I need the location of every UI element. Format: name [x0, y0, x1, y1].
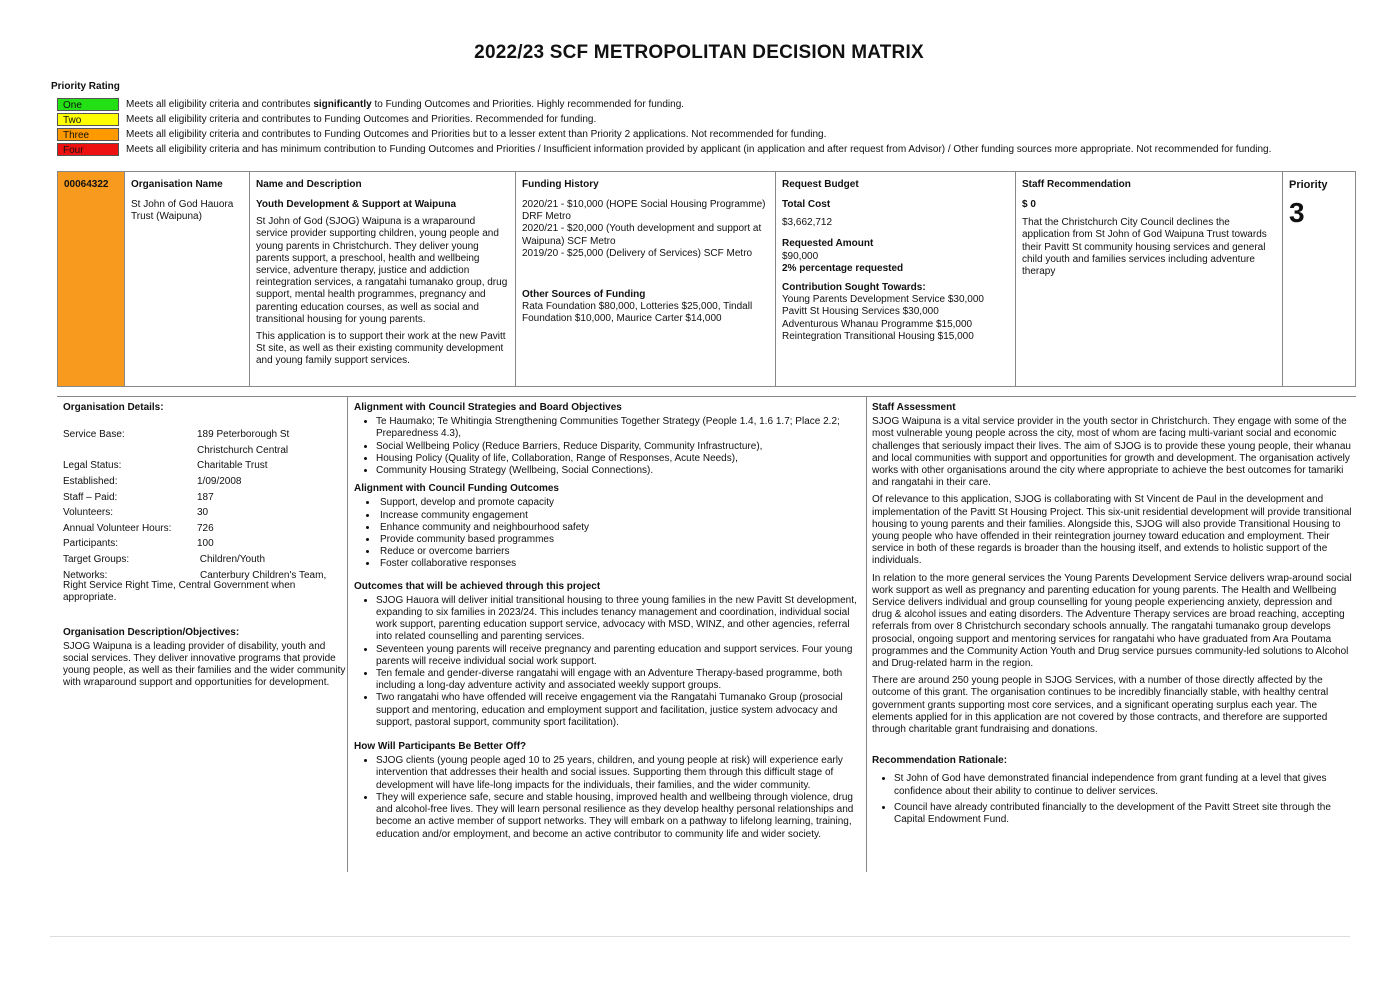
- project-title: Youth Development & Support at Waipuna: [256, 199, 456, 210]
- priority-row-three: [57, 127, 1377, 142]
- better-off-heading: How Will Participants Be Better Off?: [354, 741, 527, 753]
- priority-header: Priority: [1289, 179, 1328, 191]
- column-divider: [347, 396, 348, 872]
- page-footer-divider: [50, 936, 1350, 937]
- alignment-column: [354, 402, 859, 847]
- staff-assessment-heading: Staff Assessment: [872, 402, 956, 413]
- detail-label: [63, 443, 197, 459]
- list-item: • Te Haumako; Te Whitingia Strengthening Communities Together Strategy (People 1.4, 1.6 1.7; Place 2.2; Preparedness 4.3),: [376, 416, 859, 440]
- detail-row-participants: [63, 536, 346, 552]
- contribution-item: Young Parents Development Service $30,000: [782, 294, 984, 306]
- funding-history-item: 2020/21 - $20,000 (Youth development and support at Waipuna) SCF Metro: [522, 223, 762, 247]
- section-divider: [57, 396, 1356, 397]
- detail-value: Christchurch Central: [197, 444, 289, 456]
- detail-row-service-base-cont: [63, 443, 346, 459]
- priority-desc-one: Meets all eligibility criteria and contributes significantly to Funding Outcomes and Priorities. Highly recommended for funding.: [126, 99, 685, 110]
- funding-history-item: 2019/20 - $25,000 (Delivery of Services) SCF Metro: [522, 247, 753, 259]
- detail-label: Participants:: [63, 538, 119, 550]
- application-id: 00064322: [64, 179, 109, 190]
- detail-value: 100: [197, 538, 214, 550]
- project-outcomes-list: [354, 595, 859, 729]
- strategies-list: [354, 416, 859, 477]
- priority-row-four: [57, 142, 1377, 157]
- assessment-paragraph: Of relevance to this application, SJOG is collaborating with St Vincent de Paul in the development and implementation of the Pavitt St Housing Project. This six-unit residential development will provide transitional housing to young parents and their families. Alongside this, SJOG will also provide Transitional Housing to young people who have offended in their reintegration journey toward education and employment. Their service in both of these regards is broader than the housing itself, and extends to holistic support of the individuals.: [872, 494, 1352, 567]
- priority-desc-three: Meets all eligibility criteria and contributes to Funding Outcomes and Priorities but to a lesser extent than Priority 2 applications. Not recommended for funding.: [126, 129, 827, 140]
- column-divider: [866, 396, 867, 872]
- other-sources: Rata Foundation $80,000, Lotteries $25,000, Tindall Foundation $10,000, Maurice Carter $14,000: [522, 301, 753, 325]
- assessment-paragraph: SJOG Waipuna is a vital service provider in the youth sector in Christchurch. They engage with some of the most vulnerable young people across the city, most of whom are facing multi-variant social and economic challenges that seriously impact their lives. The aim of SJOG is to provide these young people, their whanau and local communities with support and opportunities for growth and development. The organisation actively works with other organisations around the city where appropriate to achieve the best outcomes for tamariki and rangatahi in their care.: [872, 416, 1351, 489]
- priority-swatch-three: Three: [57, 128, 119, 141]
- staff-recommendation-header: Staff Recommendation: [1022, 179, 1131, 190]
- project-description-extra: This application is to support their work at the new Pavitt St site, as well as their existing community development and young family support services.: [256, 331, 506, 367]
- detail-row-established: [63, 474, 346, 490]
- list-item: • Social Wellbeing Policy (Reduce Barriers, Reduce Disparity, Community Infrastructure),: [376, 441, 859, 453]
- org-description-heading: Organisation Description/Objectives:: [63, 626, 240, 638]
- name-description-cell: [250, 172, 516, 386]
- list-item: • Community Housing Strategy (Wellbeing, Social Connections).: [376, 465, 859, 477]
- organisation-header: Organisation Name: [131, 179, 223, 190]
- contribution-item: Reintegration Transitional Housing $15,000: [782, 330, 974, 342]
- priority-desc-two: Meets all eligibility criteria and contributes to Funding Outcomes and Priorities. Recommended for funding.: [126, 114, 597, 125]
- list-item: • Ten female and gender-diverse rangatahi will engage with an Adventure Therapy-based programme, both including a long-day adventure activity and associated weekly support groups.: [376, 668, 859, 692]
- detail-value: 30: [197, 507, 209, 519]
- project-outcomes-heading: Outcomes that will be achieved through this project: [354, 580, 601, 592]
- request-budget-cell: [776, 172, 1016, 386]
- detail-row-volunteer-hours: [63, 521, 346, 537]
- list-item: • Foster collaborative responses: [378, 558, 859, 570]
- list-item: • St John of God have demonstrated financial independence from grant funding at a level that gives confidence about their ability to continue to deliver services.: [894, 773, 1352, 797]
- strategies-heading: Alignment with Council Strategies and Board Objectives: [354, 402, 622, 413]
- priority-swatch-four: Four: [57, 143, 119, 156]
- contribution-item: Adventurous Whanau Programme $15,000: [782, 318, 973, 330]
- detail-label: Target Groups:: [63, 553, 130, 565]
- detail-row-staff-paid: [63, 490, 346, 506]
- assessment-paragraph: In relation to the more general services the Young Parents Development Service delivers wrap-around social work support as well as pregnancy and parenting education for young parents. The Health and Wellbeing Service delivers individual and group counselling for young people experiencing anxiety, depression and drug & alcohol issues and eating disorders. The Adventure Therapy services are broad reaching, accepting referrals from over 8 Christchurch secondary schools annually. The rangatahi tumanako group develops prosocial, ongoing support and mentoring services for rangatahi who have graduated from Ara Poutama programmes and the Community Action Youth and Drug service pursues community-led solutions to Alcohol and Drug-related harm in the region.: [872, 572, 1352, 670]
- detail-value: Canterbury Children's Team,: [200, 569, 327, 581]
- priority-value: 3: [1289, 197, 1305, 228]
- detail-label: Networks:: [63, 569, 108, 581]
- list-item: • Council have already contributed financially to the development of the Pavitt Street site through the Capital Endowment Fund.: [894, 802, 1352, 826]
- staff-assessment-column: [872, 402, 1352, 832]
- organisation-name: St John of God Hauora Trust (Waipuna): [131, 199, 234, 223]
- page-title: 2022/23 SCF METROPOLITAN DECISION MATRIX: [474, 42, 924, 63]
- name-description-header: Name and Description: [256, 179, 362, 190]
- funding-outcomes-heading: Alignment with Council Funding Outcomes: [354, 483, 559, 495]
- application-id-cell: [58, 172, 125, 386]
- priority-cell: [1283, 172, 1355, 386]
- detail-value: 189 Peterborough St: [197, 429, 290, 441]
- list-item: • They will experience safe, secure and stable housing, improved health and wellbeing through violence, drug and alcohol-free lives. They will learn personal resilience as they develop healthy personal relationships and become an active member of support networks. They will embark on a pathway to lifelong learning, training, education and/or employment, and become an active contributor to community life and wider society.: [376, 792, 859, 841]
- percentage-requested: 2% percentage requested: [782, 262, 904, 274]
- detail-value: Charitable Trust: [197, 460, 268, 472]
- priority-swatch-two: Two: [57, 113, 119, 126]
- detail-label: Annual Volunteer Hours:: [63, 522, 172, 534]
- list-item: • Reduce or overcome barriers: [378, 546, 859, 558]
- list-item: • SJOG Hauora will deliver initial transitional housing to three young families in the new Pavitt St development, expanding to six families in 2023/24. This includes tenancy management and coordination, individual social work support, parenting education support service, advocacy with MSD, WINZ, and other agencies, referral into related counselling and parenting services.: [376, 595, 859, 644]
- funding-history-header: Funding History: [522, 179, 599, 190]
- rationale-heading: Recommendation Rationale:: [872, 755, 1008, 767]
- detail-label: Established:: [63, 475, 118, 487]
- list-item: • Two rangatahi who have offended will receive engagement via the Rangatahi Tumanako Group (prosocial support and mentoring, education and employment support and facilitation, justice system advocacy and support, pastoral support, community sport facilitation).: [376, 692, 859, 729]
- list-item: • Support, develop and promote capacity: [378, 497, 859, 509]
- priority-row-two: [57, 112, 1377, 127]
- org-description-text: SJOG Waipuna is a leading provider of disability, youth and social services. They deliver innovative programs that provide young people, as well as their families and the wider community with wraparound support and opportunities for development.: [63, 640, 346, 689]
- list-item: • Housing Policy (Quality of life, Collaboration, Range of Responses, Acute Needs),: [376, 453, 859, 465]
- contribution-label: Contribution Sought Towards:: [782, 282, 926, 294]
- funding-outcomes-list: [354, 497, 859, 570]
- detail-value: Children/Youth: [197, 553, 266, 565]
- detail-row-legal-status: [63, 458, 346, 474]
- list-item: • Provide community based programmes: [378, 534, 859, 546]
- detail-label: Service Base:: [63, 429, 125, 441]
- other-sources-header: Other Sources of Funding: [522, 289, 646, 301]
- priority-row-one: [57, 97, 1377, 112]
- list-item: • Enhance community and neighbourhood safety: [378, 522, 859, 534]
- detail-row-service-base: [63, 427, 346, 443]
- organisation-cell: [125, 172, 250, 386]
- funding-history-cell: [516, 172, 776, 386]
- detail-row-volunteers: [63, 505, 346, 521]
- detail-label: Staff – Paid:: [63, 491, 118, 503]
- detail-value: 726: [197, 522, 214, 534]
- assessment-paragraph: There are around 250 young people in SJOG Services, with a number of those directly affected by the outcome of this grant. The organisation continues to be incredibly financially stable, with healthy central government grants supporting most core services, and a significant operating surplus each year. The elements applied for in this application are not covered by those contracts, and therefore are supported through charitable grant fundraising and donations.: [872, 675, 1329, 736]
- rationale-list: [872, 773, 1352, 826]
- detail-value: 1/09/2008: [197, 475, 242, 487]
- funding-history-item: 2020/21 - $10,000 (HOPE Social Housing Programme) DRF Metro: [522, 199, 766, 223]
- contribution-item: Pavitt St Housing Services $30,000: [782, 306, 939, 318]
- detail-label: Volunteers:: [63, 507, 114, 519]
- staff-recommendation-text: That the Christchurch City Council declines the application from St John of God Waipuna Trust towards their Pavitt St community housing services and general child youth and families services including adventure therapy: [1022, 217, 1267, 278]
- detail-label: Legal Status:: [63, 460, 122, 472]
- priority-swatch-one: One: [57, 98, 119, 111]
- organisation-details-column: [63, 402, 346, 690]
- org-details-heading: Organisation Details:: [63, 402, 164, 413]
- staff-recommendation-amount: $ 0: [1022, 199, 1036, 210]
- priority-legend: [57, 97, 1377, 157]
- total-cost-label: Total Cost: [782, 199, 831, 210]
- project-description: St John of God (SJOG) Waipuna is a wraparound service provider supporting children, young people and young parents in Christchurch. They deliver young parents support, a preschool, health and wellbeing service, adventure therapy, justice and addiction reintegration services, a rangatahi tumanako group, drug support, mental health programmes, pregnancy and parenting education courses, as well as social and transitional housing for young parents.: [256, 216, 508, 325]
- requested-amount-value: $90,000: [782, 250, 819, 262]
- assessment-section: [57, 396, 1356, 872]
- list-item: • Increase community engagement: [378, 510, 859, 522]
- priority-desc-four: Meets all eligibility criteria and has minimum contribution to Funding Outcomes and Priorities / Insufficient information provided by applicant (in application and after request from Advisor) / Other funding sources more appropriate. Not recommended for funding.: [126, 144, 1272, 155]
- detail-value: 187: [197, 491, 214, 503]
- list-item: • SJOG clients (young people aged 10 to 25 years, children, and young people at risk) will experience early intervention that addresses their health and social issues. Supporting them through this difficult stage of development will have life-long impacts for the individuals, their families, and the wider community.: [376, 755, 859, 792]
- list-item: • Seventeen young parents will receive pregnancy and parenting education and support services. Four young parents will receive individual social work support.: [376, 644, 859, 668]
- requested-amount-label: Requested Amount: [782, 238, 874, 250]
- better-off-list: [354, 755, 859, 840]
- staff-recommendation-cell: [1016, 172, 1283, 386]
- detail-row-target-groups: [63, 552, 346, 568]
- decision-matrix-table: [57, 171, 1356, 387]
- total-cost-value: $3,662,712: [782, 217, 833, 229]
- request-budget-header: Request Budget: [782, 179, 859, 190]
- networks-continued: Right Service Right Time, Central Government when appropriate.: [63, 580, 296, 604]
- priority-rating-heading: Priority Rating: [51, 81, 120, 92]
